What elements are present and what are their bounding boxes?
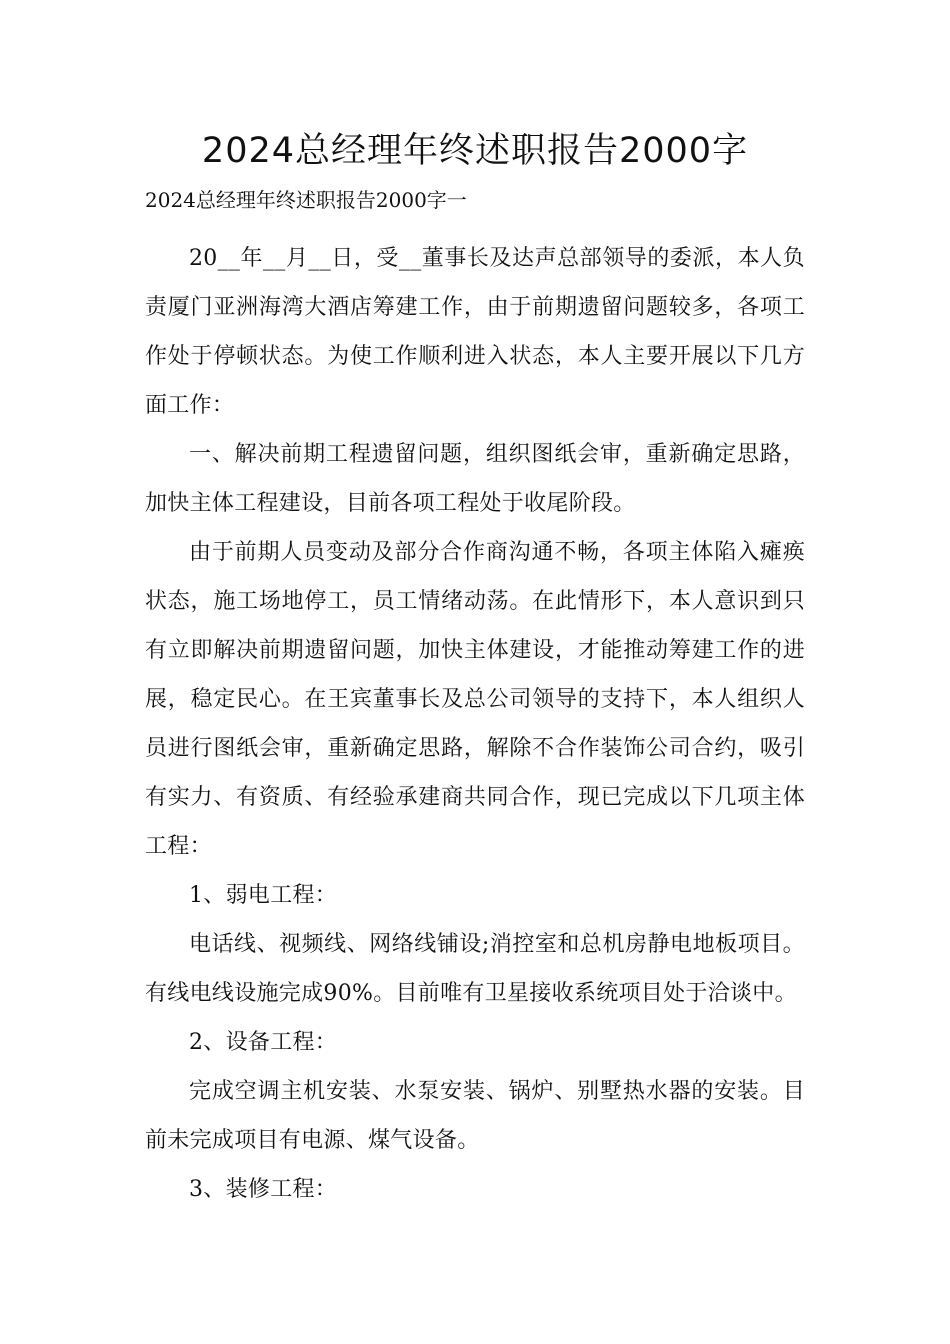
paragraph-section-1-heading: 一、解决前期工程遗留问题，组织图纸会审，重新确定思路，加快主体工程建设，目前各项工程处于收尾阶段。 xyxy=(145,442,805,516)
paragraph-intro: 20__年__月__日，受__董事长及达声总部领导的委派，本人负责厦门亚洲海湾大酒店筹建工作，由于前期遗留问题较多，各项工作处于停顿状态。为使工作顺利进入状态，本人主要开展以下几方面工作： xyxy=(145,246,805,418)
paragraph-decoration-heading: 3、装修工程： xyxy=(189,1177,338,1202)
paragraph-equipment-heading: 2、设备工程： xyxy=(189,1030,338,1055)
paragraph-equipment-detail: 完成空调主机安装、水泵安装、锅炉、别墅热水器的安装。目前未完成项目有电源、煤气设备。 xyxy=(145,1079,805,1153)
paragraph-section-1-detail: 由于前期人员变动及部分合作商沟通不畅，各项主体陷入瘫痪状态，施工场地停工，员工情绪动荡。在此情形下，本人意识到只有立即解决前期遗留问题，加快主体建设，才能推动筹建工作的进展，稳定民心。在王宾董事长及总公司领导的支持下，本人组织人员进行图纸会审，重新确定思路，解除不合作装饰公司合约，吸引有实力、有资质、有经验承建商共同合作，现已完成以下几项主体工程： xyxy=(145,540,805,859)
paragraph-weak-current-heading: 1、弱电工程： xyxy=(189,883,338,908)
paragraph-weak-current-detail: 电话线、视频线、网络线铺设;消控室和总机房静电地板项目。有线电线设施完成90%。目前唯有卫星接收系统项目处于洽谈中。 xyxy=(145,932,805,1006)
document-subtitle: 2024总经理年终述职报告2000字一 xyxy=(145,188,467,212)
document-body xyxy=(145,234,805,1214)
document-title: 2024总经理年终述职报告2000字 xyxy=(201,131,749,171)
